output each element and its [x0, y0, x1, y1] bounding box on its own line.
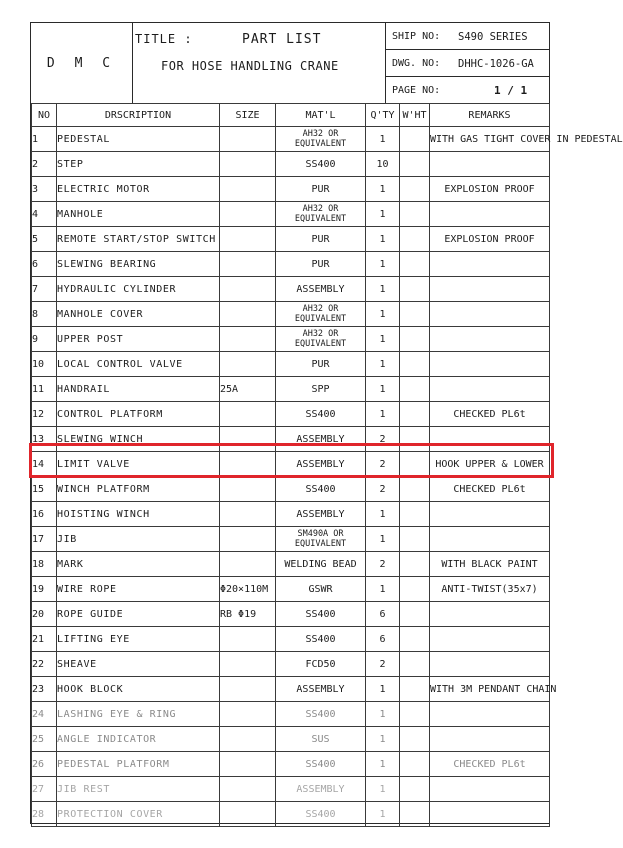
item-size — [220, 527, 276, 552]
item-number: 6 — [32, 252, 57, 277]
item-number: 24 — [32, 702, 57, 727]
item-quantity: 1 — [366, 402, 400, 427]
item-number: 4 — [32, 202, 57, 227]
table-row — [32, 552, 550, 577]
item-size — [220, 302, 276, 327]
item-description: CONTROL PLATFORM — [57, 402, 220, 427]
item-weight — [400, 527, 430, 552]
item-description: PROTECTION COVER — [57, 802, 220, 827]
item-number: 10 — [32, 352, 57, 377]
item-size — [220, 627, 276, 652]
item-quantity: 1 — [366, 177, 400, 202]
item-quantity: 1 — [366, 202, 400, 227]
title-block — [31, 23, 549, 104]
item-remarks: CHECKED PL6t — [430, 402, 550, 427]
item-weight — [400, 802, 430, 827]
item-remarks: WITH BLACK PAINT — [430, 552, 550, 577]
item-quantity: 2 — [366, 477, 400, 502]
item-material: SPP — [276, 377, 366, 402]
item-description: ANGLE INDICATOR — [57, 727, 220, 752]
item-quantity: 1 — [366, 777, 400, 802]
item-description: MANHOLE — [57, 202, 220, 227]
table-row — [32, 352, 550, 377]
item-remarks: WITH GAS TIGHT COVER IN PEDESTAL — [430, 127, 550, 152]
item-weight — [400, 277, 430, 302]
item-description: LIMIT VALVE — [57, 452, 220, 477]
item-remarks — [430, 427, 550, 452]
item-description: WIRE ROPE — [57, 577, 220, 602]
item-remarks — [430, 527, 550, 552]
item-remarks — [430, 702, 550, 727]
item-material: SUS — [276, 727, 366, 752]
table-row — [32, 152, 550, 177]
ship-no-row — [386, 23, 550, 50]
table-row — [32, 427, 550, 452]
item-description: REMOTE START/STOP SWITCH — [57, 227, 220, 252]
item-size — [220, 502, 276, 527]
table-row — [32, 377, 550, 402]
item-size — [220, 177, 276, 202]
table-row — [32, 277, 550, 302]
item-size — [220, 652, 276, 677]
item-description: LIFTING EYE — [57, 627, 220, 652]
item-material: AH32 OR EQUIVALENT — [276, 202, 366, 227]
item-description: PEDESTAL — [57, 127, 220, 152]
item-number: 18 — [32, 552, 57, 577]
item-remarks — [430, 802, 550, 827]
item-material: SS400 — [276, 402, 366, 427]
item-quantity: 2 — [366, 652, 400, 677]
item-material: ASSEMBLY — [276, 452, 366, 477]
item-description: SLEWING WINCH — [57, 427, 220, 452]
item-material: SS400 — [276, 602, 366, 627]
item-size — [220, 227, 276, 252]
item-number: 25 — [32, 727, 57, 752]
item-weight — [400, 677, 430, 702]
item-number: 23 — [32, 677, 57, 702]
item-material: PUR — [276, 177, 366, 202]
item-number: 8 — [32, 302, 57, 327]
item-remarks — [430, 327, 550, 352]
item-quantity: 1 — [366, 252, 400, 277]
item-weight — [400, 727, 430, 752]
item-material: GSWR — [276, 577, 366, 602]
item-material: SM490A OR EQUIVALENT — [276, 527, 366, 552]
item-material: ASSEMBLY — [276, 502, 366, 527]
item-number: 1 — [32, 127, 57, 152]
item-material: SS400 — [276, 752, 366, 777]
item-description: MARK — [57, 552, 220, 577]
table-row — [32, 577, 550, 602]
item-material: SS400 — [276, 477, 366, 502]
item-weight — [400, 452, 430, 477]
item-remarks — [430, 152, 550, 177]
page-no-value: 1 / 1 — [494, 84, 528, 97]
item-material: FCD50 — [276, 652, 366, 677]
item-description: HANDRAIL — [57, 377, 220, 402]
item-remarks — [430, 302, 550, 327]
col-header-no: NO — [32, 104, 57, 127]
item-description: HYDRAULIC CYLINDER — [57, 277, 220, 302]
company-name: D M C — [31, 23, 133, 103]
parts-table-body — [32, 127, 623, 827]
dwg-no-row — [386, 50, 550, 77]
item-size — [220, 477, 276, 502]
item-material: SS400 — [276, 802, 366, 827]
item-remarks: ANTI-TWIST(35x7) — [430, 577, 550, 602]
item-description: WINCH PLATFORM — [57, 477, 220, 502]
item-weight — [400, 427, 430, 452]
item-size: 25A — [220, 377, 276, 402]
item-size — [220, 202, 276, 227]
item-description: SHEAVE — [57, 652, 220, 677]
item-quantity: 1 — [366, 377, 400, 402]
item-weight — [400, 652, 430, 677]
item-quantity: 1 — [366, 327, 400, 352]
table-row — [32, 702, 550, 727]
item-remarks — [430, 727, 550, 752]
item-size — [220, 802, 276, 827]
item-quantity: 10 — [366, 152, 400, 177]
item-description: LOCAL CONTROL VALVE — [57, 352, 220, 377]
item-description: LASHING EYE & RING — [57, 702, 220, 727]
item-size: RB Φ19 — [220, 602, 276, 627]
item-quantity: 2 — [366, 552, 400, 577]
item-weight — [400, 577, 430, 602]
item-weight — [400, 752, 430, 777]
item-number: 9 — [32, 327, 57, 352]
table-header-row — [32, 104, 550, 127]
item-remarks: WITH 3M PENDANT CHAIN — [430, 677, 550, 702]
dwg-no-value: DHHC-1026-GA — [458, 58, 534, 70]
item-weight — [400, 252, 430, 277]
item-number: 20 — [32, 602, 57, 627]
item-weight — [400, 602, 430, 627]
item-size — [220, 452, 276, 477]
item-size — [220, 277, 276, 302]
item-number: 26 — [32, 752, 57, 777]
table-row — [32, 652, 550, 677]
item-size — [220, 702, 276, 727]
item-weight — [400, 552, 430, 577]
item-material: PUR — [276, 352, 366, 377]
item-quantity: 1 — [366, 127, 400, 152]
table-row — [32, 627, 550, 652]
col-header-remarks: REMARKS — [430, 104, 550, 127]
item-number: 28 — [32, 802, 57, 827]
item-remarks — [430, 602, 550, 627]
table-row — [32, 602, 550, 627]
item-quantity: 1 — [366, 227, 400, 252]
item-remarks — [430, 252, 550, 277]
item-material: SS400 — [276, 152, 366, 177]
item-size — [220, 427, 276, 452]
item-description: PEDESTAL PLATFORM — [57, 752, 220, 777]
item-weight — [400, 702, 430, 727]
item-weight — [400, 352, 430, 377]
table-row — [32, 777, 550, 802]
item-quantity: 1 — [366, 752, 400, 777]
parts-table — [31, 103, 623, 827]
item-weight — [400, 177, 430, 202]
col-header-size: SIZE — [220, 104, 276, 127]
table-row — [32, 177, 550, 202]
table-row — [32, 452, 550, 477]
item-number: 5 — [32, 227, 57, 252]
item-description: MANHOLE COVER — [57, 302, 220, 327]
item-material: SS400 — [276, 627, 366, 652]
item-material: ASSEMBLY — [276, 777, 366, 802]
reference-block — [385, 23, 550, 103]
table-row — [32, 677, 550, 702]
item-size — [220, 752, 276, 777]
item-number: 15 — [32, 477, 57, 502]
item-remarks — [430, 777, 550, 802]
item-quantity: 1 — [366, 727, 400, 752]
item-remarks: EXPLOSION PROOF — [430, 227, 550, 252]
dwg-no-label: DWG. NO: — [392, 58, 441, 69]
table-row — [32, 227, 550, 252]
item-size — [220, 327, 276, 352]
item-material: AH32 OR EQUIVALENT — [276, 327, 366, 352]
item-number: 17 — [32, 527, 57, 552]
item-weight — [400, 502, 430, 527]
item-remarks — [430, 352, 550, 377]
item-description: ROPE GUIDE — [57, 602, 220, 627]
item-material: ASSEMBLY — [276, 277, 366, 302]
item-material: AH32 OR EQUIVALENT — [276, 302, 366, 327]
table-row — [32, 202, 550, 227]
item-quantity: 6 — [366, 602, 400, 627]
table-row — [32, 327, 550, 352]
item-number: 16 — [32, 502, 57, 527]
item-weight — [400, 627, 430, 652]
item-size — [220, 352, 276, 377]
item-size — [220, 252, 276, 277]
item-description: HOOK BLOCK — [57, 677, 220, 702]
item-description: ELECTRIC MOTOR — [57, 177, 220, 202]
col-header-quantity: Q'TY — [366, 104, 400, 127]
table-row — [32, 252, 550, 277]
item-description: HOISTING WINCH — [57, 502, 220, 527]
item-quantity: 1 — [366, 502, 400, 527]
item-number: 3 — [32, 177, 57, 202]
document-title: PART LIST — [242, 32, 322, 47]
table-row — [32, 752, 550, 777]
item-weight — [400, 377, 430, 402]
table-row — [32, 402, 550, 427]
item-quantity: 2 — [366, 427, 400, 452]
item-description: STEP — [57, 152, 220, 177]
item-number: 27 — [32, 777, 57, 802]
item-remarks — [430, 202, 550, 227]
item-remarks: CHECKED PL6t — [430, 477, 550, 502]
table-row — [32, 302, 550, 327]
item-quantity: 1 — [366, 352, 400, 377]
item-number: 22 — [32, 652, 57, 677]
table-row — [32, 127, 550, 152]
table-row — [32, 527, 550, 552]
title-label: TITLE : — [135, 32, 193, 46]
table-row — [32, 502, 550, 527]
item-material: PUR — [276, 252, 366, 277]
item-number: 21 — [32, 627, 57, 652]
item-weight — [400, 227, 430, 252]
item-weight — [400, 402, 430, 427]
ship-no-value: S490 SERIES — [458, 31, 528, 43]
item-size — [220, 727, 276, 752]
item-remarks: CHECKED PL6t — [430, 752, 550, 777]
table-row — [32, 727, 550, 752]
item-size — [220, 777, 276, 802]
item-quantity: 6 — [366, 627, 400, 652]
page-no-label: PAGE NO: — [392, 85, 441, 96]
item-material: PUR — [276, 227, 366, 252]
item-remarks: EXPLOSION PROOF — [430, 177, 550, 202]
item-weight — [400, 202, 430, 227]
item-remarks: HOOK UPPER & LOWER — [430, 452, 550, 477]
item-remarks — [430, 277, 550, 302]
item-quantity: 1 — [366, 702, 400, 727]
item-quantity: 1 — [366, 302, 400, 327]
item-material: WELDING BEAD — [276, 552, 366, 577]
item-size — [220, 127, 276, 152]
table-row — [32, 477, 550, 502]
item-number: 19 — [32, 577, 57, 602]
col-header-description: DRSCRIPTION — [57, 104, 220, 127]
item-weight — [400, 777, 430, 802]
item-description: JIB REST — [57, 777, 220, 802]
item-number: 12 — [32, 402, 57, 427]
item-weight — [400, 327, 430, 352]
item-description: SLEWING BEARING — [57, 252, 220, 277]
item-weight — [400, 152, 430, 177]
item-size — [220, 402, 276, 427]
item-size — [220, 677, 276, 702]
page-no-row — [386, 77, 550, 103]
item-size — [220, 552, 276, 577]
part-list-sheet — [30, 22, 623, 824]
item-size: Φ20×110M — [220, 577, 276, 602]
item-material: SS400 — [276, 702, 366, 727]
item-quantity: 1 — [366, 577, 400, 602]
col-header-weight: W'HT — [400, 104, 430, 127]
ship-no-label: SHIP NO: — [392, 31, 441, 42]
item-weight — [400, 477, 430, 502]
document-subtitle: FOR HOSE HANDLING CRANE — [161, 59, 339, 73]
item-remarks — [430, 627, 550, 652]
item-material: ASSEMBLY — [276, 677, 366, 702]
item-number: 14 — [32, 452, 57, 477]
item-quantity: 1 — [366, 277, 400, 302]
item-size — [220, 152, 276, 177]
item-quantity: 2 — [366, 452, 400, 477]
item-remarks — [430, 377, 550, 402]
item-material: AH32 OR EQUIVALENT — [276, 127, 366, 152]
item-quantity: 1 — [366, 677, 400, 702]
item-weight — [400, 302, 430, 327]
item-number: 2 — [32, 152, 57, 177]
item-number: 13 — [32, 427, 57, 452]
item-remarks — [430, 652, 550, 677]
item-material: ASSEMBLY — [276, 427, 366, 452]
item-description: UPPER POST — [57, 327, 220, 352]
item-number: 11 — [32, 377, 57, 402]
item-quantity: 1 — [366, 802, 400, 827]
item-remarks — [430, 502, 550, 527]
item-description: JIB — [57, 527, 220, 552]
table-row — [32, 802, 550, 827]
item-weight — [400, 127, 430, 152]
col-header-material: MAT'L — [276, 104, 366, 127]
item-number: 7 — [32, 277, 57, 302]
item-quantity: 1 — [366, 527, 400, 552]
